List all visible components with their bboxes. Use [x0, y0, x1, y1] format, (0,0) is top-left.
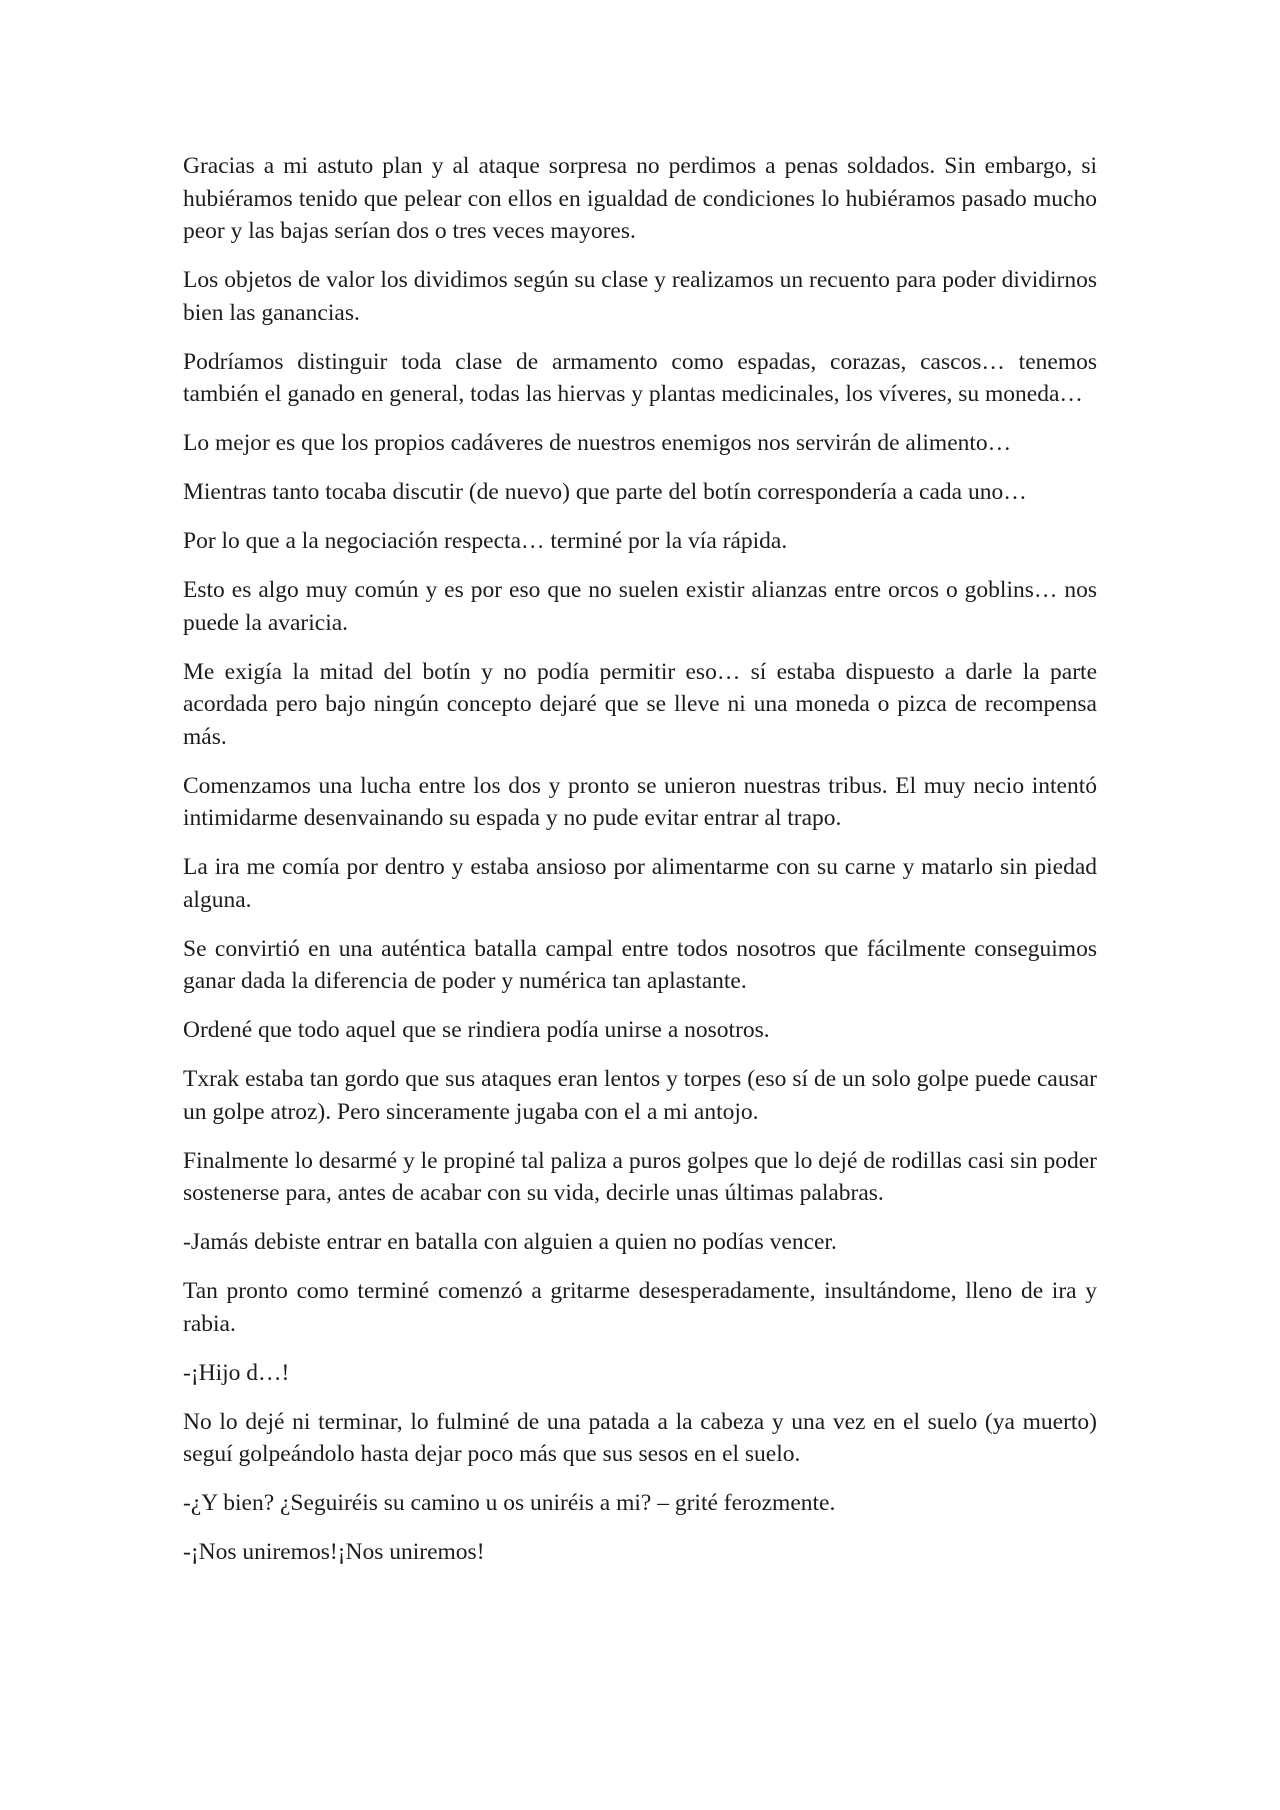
paragraph: Mientras tanto tocaba discutir (de nuevo) que parte del botín correspondería a cada uno… [183, 479, 1027, 505]
paragraph: Los objetos de valor los dividimos según su clase y realizamos un recuento para poder dividirnos bien las ganancias. [183, 267, 1097, 326]
paragraph: Comenzamos una lucha entre los dos y pronto se unieron nuestras tribus. El muy necio intentó intimidarme desenvainando su espada y no pude evitar entrar al trapo. [183, 772, 1097, 831]
paragraph: Por lo que a la negociación respecta… terminé por la vía rápida. [183, 528, 788, 554]
dialogue-line: -Jamás debiste entrar en batalla con alguien a quien no podías vencer. [183, 1229, 837, 1255]
paragraph: Finalmente lo desarmé y le propiné tal paliza a puros golpes que lo dejé de rodillas casi sin poder sostenerse para, antes de acabar con su vida, decirle unas últimas palabras. [183, 1147, 1097, 1206]
paragraph: Se convirtió en una auténtica batalla campal entre todos nosotros que fácilmente conseguimos ganar dada la diferencia de poder y numérica tan aplastante. [183, 935, 1097, 994]
paragraph: Podríamos distinguir toda clase de armamento como espadas, corazas, cascos… tenemos también el ganado en general, todas las hiervas y plantas medicinales, los víveres, su moneda… [183, 348, 1097, 407]
dialogue-line: -¿Y bien? ¿Seguiréis su camino u os uniréis a mi? – grité ferozmente. [183, 1490, 836, 1516]
document-page [183, 150, 1097, 1585]
paragraph: Gracias a mi astuto plan y al ataque sorpresa no perdimos a penas soldados. Sin embargo, si hubiéramos tenido que pelear con ellos en igualdad de condiciones lo hubiéramos pasado mucho peor y las bajas serían dos o tres veces mayores. [183, 153, 1097, 244]
paragraph: La ira me comía por dentro y estaba ansioso por alimentarme con su carne y matarlo sin piedad alguna. [183, 854, 1097, 913]
paragraph: Me exigía la mitad del botín y no podía permitir eso… sí estaba dispuesto a darle la parte acordada pero bajo ningún concepto dejaré que se lleve ni una moneda o pizca de recompensa más. [183, 658, 1097, 750]
dialogue-line: -¡Hijo d…! [183, 1359, 290, 1386]
paragraph: Lo mejor es que los propios cadáveres de nuestros enemigos nos servirán de alimento… [183, 430, 1012, 456]
dialogue-line: -¡Nos uniremos!¡Nos uniremos! [183, 1539, 485, 1565]
paragraph: Ordené que todo aquel que se rindiera podía unirse a nosotros. [183, 1017, 770, 1043]
paragraph: Esto es algo muy común y es por eso que no suelen existir alianzas entre orcos o goblins… nos puede la avaricia. [183, 577, 1097, 636]
paragraph: Tan pronto como terminé comenzó a gritarme desesperadamente, insultándome, lleno de ira y rabia. [183, 1278, 1097, 1337]
paragraph: Txrak estaba tan gordo que sus ataques eran lentos y torpes (eso sí de un solo golpe puede causar un golpe atroz). Pero sinceramente jugaba con el a mi antojo. [183, 1066, 1097, 1125]
paragraph: No lo dejé ni terminar, lo fulminé de una patada a la cabeza y una vez en el suelo (ya muerto) seguí golpeándolo hasta dejar poco más que sus sesos en el suelo. [183, 1408, 1097, 1467]
